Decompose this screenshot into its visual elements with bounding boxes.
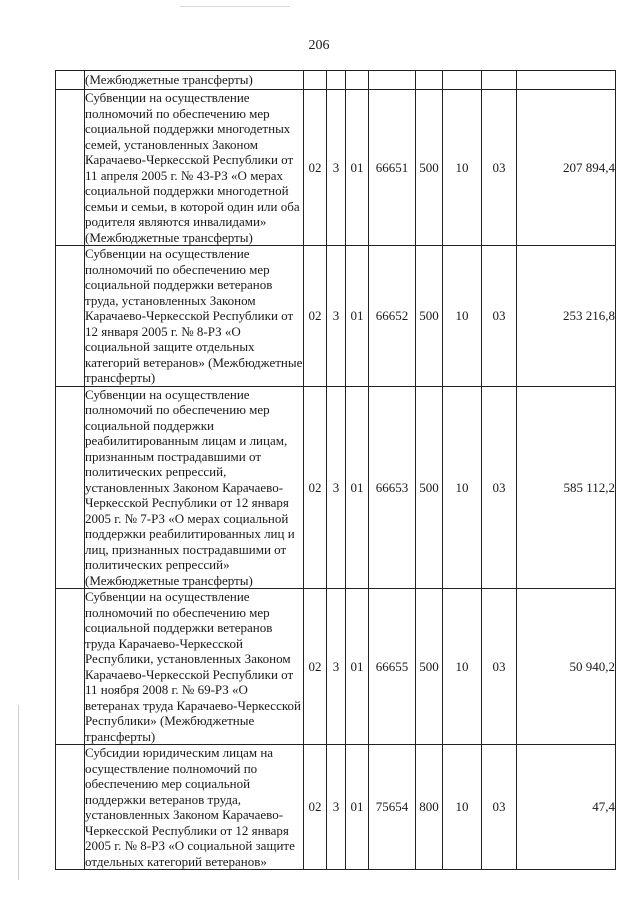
target-code-part2-cell: 66651 <box>369 90 416 246</box>
podrazdel-cell: 3 <box>327 745 346 870</box>
scan-margin-line <box>18 705 19 880</box>
target-code-part2-cell: 66655 <box>369 589 416 745</box>
table-row <box>56 90 616 246</box>
razdel-cell: 02 <box>304 589 327 745</box>
podrazdel-cell: 3 <box>327 90 346 246</box>
blank-cell <box>56 589 85 745</box>
expense-type-cell: 500 <box>416 386 443 589</box>
cell-empty <box>517 71 616 90</box>
code1-cell: 10 <box>443 90 482 246</box>
code1-cell: 10 <box>443 246 482 387</box>
table-row <box>56 386 616 589</box>
code2-cell: 03 <box>482 589 517 745</box>
target-code-part1-cell: 01 <box>346 90 369 246</box>
table-row-continuation <box>56 71 616 90</box>
expense-type-cell: 500 <box>416 90 443 246</box>
target-code-part1-cell: 01 <box>346 589 369 745</box>
podrazdel-cell: 3 <box>327 386 346 589</box>
cell-empty <box>327 71 346 90</box>
blank-cell <box>56 386 85 589</box>
cell-empty <box>416 71 443 90</box>
expense-type-cell: 500 <box>416 246 443 387</box>
amount-cell: 585 112,2 <box>517 386 616 589</box>
razdel-cell: 02 <box>304 90 327 246</box>
expense-type-cell: 800 <box>416 745 443 870</box>
code1-cell: 10 <box>443 386 482 589</box>
blank-cell <box>56 745 85 870</box>
row-name: Субвенции на осуществление полномочий по обеспечению мер социальной поддержки реабилитированным лицам и лицам, признанным пострадавшими от политических репрессий, установленных Законом Карачаево-Черкесской Республики от 12 января 2005 г. № 7-РЗ «О мерах социальной поддержки реабилитированных лиц и лиц, признанных пострадавшими от политических репрессий» (Межбюджетные трансферты) <box>85 386 304 589</box>
amount-cell: 207 894,4 <box>517 90 616 246</box>
table-row <box>56 246 616 387</box>
expense-type-cell: 500 <box>416 589 443 745</box>
target-code-part1-cell: 01 <box>346 745 369 870</box>
cell-empty <box>482 71 517 90</box>
razdel-cell: 02 <box>304 386 327 589</box>
podrazdel-cell: 3 <box>327 246 346 387</box>
amount-cell: 47,4 <box>517 745 616 870</box>
row-name: Субсидии юридическим лицам на осуществление полномочий по обеспечению мер социальной поддержки ветеранов труда, установленных Законом Карачаево-Черкесской Республики от 12 января 2005 г. № 8-РЗ «О социальной защите отдельных категорий ветеранов» <box>85 745 304 870</box>
budget-table <box>55 70 616 870</box>
razdel-cell: 02 <box>304 745 327 870</box>
page-number: 206 <box>308 38 330 53</box>
cell-empty <box>443 71 482 90</box>
blank-cell <box>56 90 85 246</box>
row-name: Субвенции на осуществление полномочий по обеспечению мер социальной поддержки ветеранов труда, установленных Законом Карачаево-Черкесской Республики от 12 января 2005 г. № 8-РЗ «О социальной защите отдельных категорий ветеранов» (Межбюджетные трансферты) <box>85 246 303 385</box>
cell-empty <box>346 71 369 90</box>
table-row <box>56 589 616 745</box>
row-name: Субвенции на осуществление полномочий по обеспечению мер социальной поддержки ветеранов труда Карачаево-Черкесской Республики, установленных Законом Карачаево-Черкесской Республики от 11 ноября 2008 г. № 69-РЗ «О ветеранах труда Карачаево-Черкесской Республики» (Межбюджетные трансферты) <box>85 589 304 745</box>
code1-cell: 10 <box>443 745 482 870</box>
scan-artifact-line <box>180 6 290 7</box>
razdel-cell: 02 <box>304 246 327 387</box>
code2-cell: 03 <box>482 745 517 870</box>
blank-cell <box>56 71 85 90</box>
code2-cell: 03 <box>482 386 517 589</box>
cell-empty <box>369 71 416 90</box>
target-code-part1-cell: 01 <box>346 246 369 387</box>
code2-cell: 03 <box>482 90 517 246</box>
amount-cell: 253 216,8 <box>517 246 616 387</box>
code1-cell: 10 <box>443 589 482 745</box>
table-row <box>56 745 616 870</box>
target-code-part2-cell: 75654 <box>369 745 416 870</box>
row-name: Субвенции на осуществление полномочий по обеспечению мер социальной поддержки многодетных семей, установленных Законом Карачаево-Черкесской Республики от 11 апреля 2005 г. № 43-РЗ «О мерах социальной поддержки многодетной семьи и семьи, в которой один или оба родителя являются инвалидами» (Межбюджетные трансферты) <box>85 90 304 246</box>
target-code-part2-cell: 66652 <box>369 246 416 387</box>
target-code-part1-cell: 01 <box>346 386 369 589</box>
amount-cell: 50 940,2 <box>517 589 616 745</box>
code2-cell: 03 <box>482 246 517 387</box>
row-name: (Межбюджетные трансферты) <box>85 71 304 90</box>
podrazdel-cell: 3 <box>327 589 346 745</box>
target-code-part2-cell: 66653 <box>369 386 416 589</box>
cell-empty <box>304 71 327 90</box>
blank-cell <box>56 246 85 387</box>
